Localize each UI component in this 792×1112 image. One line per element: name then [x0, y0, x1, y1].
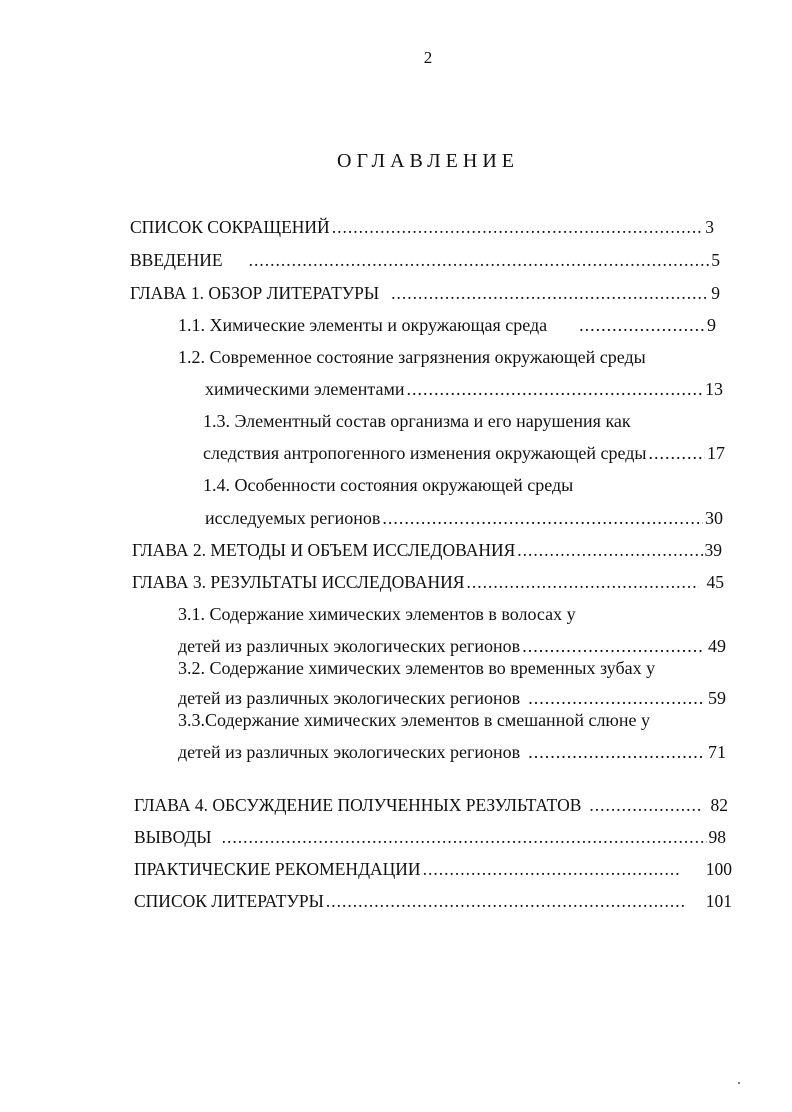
toc-entry-title: ВЫВОДЫ: [134, 827, 212, 847]
toc-entry-title: ГЛАВА 2. МЕТОДЫ И ОБЪЕМ ИССЛЕДОВАНИЯ: [132, 540, 516, 560]
toc-entry-title: следствия антропогенного изменения окружающей среды: [203, 443, 647, 463]
toc-entry-section-3-1[interactable]: [178, 634, 726, 658]
page-number: 2: [423, 48, 433, 67]
toc-entry-section-3-1-line1[interactable]: 3.1. Содержание химических элементов в волосах у: [178, 604, 576, 624]
toc-entry-page: 45: [706, 572, 724, 592]
toc-entry-title: исследуемых регионов: [205, 508, 381, 528]
toc-entry-section-1-1[interactable]: [178, 313, 716, 337]
toc-entry-page: 13: [705, 379, 723, 399]
toc-entry-section-1-4[interactable]: [205, 506, 723, 530]
toc-entry-page: 100: [705, 859, 732, 879]
toc-entry-section-1-4-line1[interactable]: 1.4. Особенности состояния окружающей среды: [203, 475, 574, 495]
toc-entry-recommendations[interactable]: [134, 857, 732, 881]
toc-entry-title: ГЛАВА 4. ОБСУЖДЕНИЕ ПОЛУЧЕННЫХ РЕЗУЛЬТАТОВ: [134, 795, 582, 815]
toc-entry-page: 3: [705, 217, 714, 237]
toc-entry-title: детей из различных экологических регионов: [178, 742, 521, 762]
dot-leader: [648, 441, 705, 465]
toc-entry-title: ВВЕДЕНИЕ: [130, 250, 223, 270]
toc-entry-title: ПРАКТИЧЕСКИЕ РЕКОМЕНДАЦИИ: [134, 859, 421, 879]
toc-entry-chapter-2[interactable]: [132, 538, 722, 562]
toc-entry-title: ГЛАВА 1. ОБЗОР ЛИТЕРАТУРЫ: [130, 283, 380, 303]
toc-entry-section-3-3[interactable]: [178, 740, 726, 764]
toc-entry-section-1-2[interactable]: [205, 377, 723, 401]
dot-leader: [423, 857, 680, 881]
toc-entry-section-3-2-line1[interactable]: 3.2. Содержание химических элементов во временных зубах у: [178, 658, 656, 678]
toc-entry-page: 59: [708, 688, 726, 708]
toc-entry-page: 9: [707, 315, 716, 335]
toc-entry-conclusions[interactable]: [134, 825, 726, 849]
scan-speck: [738, 1082, 740, 1084]
dot-leader: [589, 793, 702, 817]
toc-entry-section-3-3-line1[interactable]: 3.3.Содержание химических элементов в смешанной слюне у: [178, 710, 650, 730]
toc-entry-page: 98: [708, 827, 726, 847]
dot-leader: [222, 825, 707, 849]
toc-entry-chapter-1[interactable]: [130, 281, 720, 305]
toc-entry-page: 101: [705, 891, 732, 911]
toc-entry-page: 9: [711, 283, 720, 303]
toc-entry-section-1-3-line1[interactable]: 1.3. Элементный состав организма и его нарушения как: [203, 411, 631, 431]
dot-leader: [466, 570, 698, 594]
dot-leader: [407, 377, 703, 401]
toc-entry-page: 30: [705, 508, 723, 528]
toc-entry-title: СПИСОК СОКРАЩЕНИЙ: [130, 217, 330, 237]
toc-entry-page: 82: [710, 795, 728, 815]
dot-leader: [528, 686, 702, 710]
dot-leader: [522, 634, 702, 658]
dot-leader: [382, 506, 703, 530]
dot-leader: [332, 215, 704, 239]
toc-entry-page: 17: [707, 443, 725, 463]
dot-leader: [249, 248, 710, 272]
dot-leader: [517, 538, 702, 562]
toc-entry-title: химическими элементами: [205, 379, 405, 399]
toc-entry-abbreviations[interactable]: [130, 215, 714, 239]
toc-entry-section-1-2-line1[interactable]: 1.2. Современное состояние загрязнения окружающей среды: [178, 347, 646, 367]
toc-entry-title: 1.1. Химические элементы и окружающая среда: [178, 315, 548, 335]
toc-entry-chapter-4[interactable]: [134, 793, 728, 817]
toc-entry-page: 5: [711, 250, 720, 270]
toc-entry-title: СПИСОК ЛИТЕРАТУРЫ: [134, 891, 324, 911]
toc-entry-page: 49: [708, 636, 726, 656]
toc-entry-chapter-3[interactable]: [132, 570, 724, 594]
dot-leader: [391, 281, 709, 305]
toc-entry-introduction[interactable]: [130, 248, 720, 272]
toc-entry-title: детей из различных экологических регионов: [178, 688, 521, 708]
toc-entry-title: ГЛАВА 3. РЕЗУЛЬТАТЫ ИССЛЕДОВАНИЯ: [132, 572, 465, 592]
toc-entry-references[interactable]: [134, 889, 732, 913]
dot-leader: [528, 740, 702, 764]
dot-leader: [579, 313, 705, 337]
toc-entry-page: 39: [704, 540, 722, 560]
toc-entry-section-1-3[interactable]: [203, 441, 725, 465]
toc-heading: ОГЛАВЛЕНИЕ: [337, 150, 519, 172]
toc-entry-page: 71: [708, 742, 726, 762]
toc-entry-title: детей из различных экологических регионов: [178, 636, 521, 656]
toc-entry-section-3-2[interactable]: [178, 686, 726, 710]
dot-leader: [326, 889, 686, 913]
